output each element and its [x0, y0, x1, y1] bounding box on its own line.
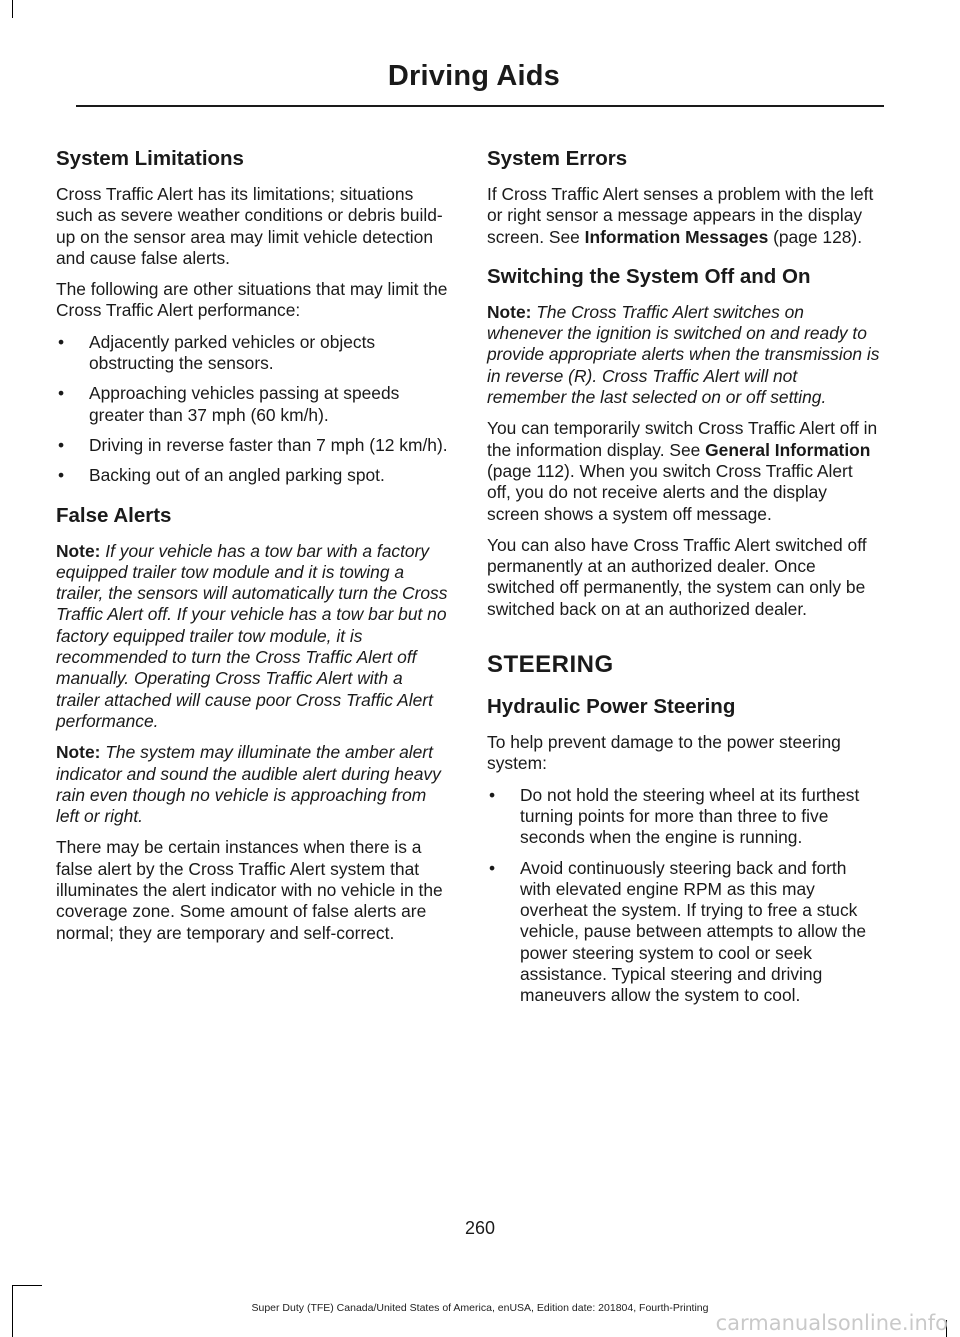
list-item: • Backing out of an angled parking spot.	[58, 465, 385, 486]
false-alerts-note-2: Note: The system may illuminate the amber alert indicator and sound the audible alert during heavy rain even though no vehicle is approaching from left or right.	[56, 742, 441, 827]
system-limitations-heading: System Limitations	[56, 147, 244, 170]
hydraulic-power-steering-heading: Hydraulic Power Steering	[487, 695, 736, 719]
bullet-icon: •	[58, 383, 65, 404]
limitations-paragraph: Cross Traffic Alert has its limitations; situations such as severe weather conditions or debris build-up on the sensor area may limit vehicle detection and cause false alerts.	[56, 184, 443, 268]
edition-footer: Super Duty (TFE) Canada/United States of America, enUSA, Edition date: 201804, Fourth-Printing	[251, 1302, 709, 1314]
switching-paragraph-2: You can also have Cross Traffic Alert switched off permanently at an authorized dealer. Once switched off permanently, the system can only be switched back on at an authorized dealer.	[487, 534, 867, 619]
list-item: • Driving in reverse faster than 7 mph (12 km/h).	[58, 434, 448, 455]
false-alerts-note-1: Note: If your vehicle has a tow bar with a factory equipped trailer tow module and it is towing a trailer, the sensors will automatically turn the Cross Traffic Alert off. If your vehicle has a tow bar but no factory equipped trailer tow module, it is recommended to turn the Cross Traffic Alert off manually. Operating Cross Traffic Alert with a trailer attached will cause poor Cross Traffic Alert performance.	[56, 540, 448, 731]
page-title: Driving Aids	[387, 60, 560, 92]
limitations-list	[56, 332, 448, 487]
steering-list	[487, 785, 880, 1007]
system-errors-paragraph: If Cross Traffic Alert senses a problem with the left or right sensor a message appears in the display screen. See Information Messages (page 128).	[487, 184, 874, 247]
switching-heading: Switching the System Off and On	[487, 264, 811, 288]
information-messages-link[interactable]: Information Messages	[584, 226, 769, 247]
crop-mark	[12, 1285, 42, 1286]
crop-mark	[12, 0, 13, 18]
switching-note: Note: The Cross Traffic Alert switches on whenever the ignition is switched on and ready to provide appropriate alerts when the transmission is in reverse (R). Cross Traffic Alert will not remember the last selected on or off setting.	[487, 301, 880, 408]
general-information-link[interactable]: General Information	[705, 439, 871, 460]
bullet-icon: •	[58, 434, 65, 455]
bullet-icon: •	[58, 465, 65, 486]
steering-section-heading: STEERING	[487, 651, 614, 679]
bullet-icon: •	[489, 857, 496, 878]
list-item: • Do not hold the steering wheel at its furthest turning points for more than three to five seconds when the engine is running.	[489, 784, 860, 848]
watermark: carmanualsonline.info	[715, 1311, 948, 1335]
steering-intro-paragraph: To help prevent damage to the power steering system:	[487, 732, 841, 774]
switching-paragraph-1: You can temporarily switch Cross Traffic Alert off in the information display. See General Information (page 112). When you switch Cross Traffic Alert off, you do not receive alerts and the display screen shows a system off message.	[487, 418, 878, 524]
list-item: • Approaching vehicles passing at speeds greater than 37 mph (60 km/h).	[58, 383, 400, 425]
system-errors-heading: System Errors	[487, 147, 628, 170]
list-item: • Adjacently parked vehicles or objects obstructing the sensors.	[58, 331, 376, 374]
list-item: • Avoid continuously steering back and forth with elevated engine RPM as this may overheat the system. If trying to free a stuck vehicle, pause between attempts to allow the power steering system to cool or seek assistance. Typical steering and driving maneuvers allow the system to cool.	[489, 857, 867, 1006]
limitations-intro-paragraph: The following are other situations that may limit the Cross Traffic Alert performance:	[56, 279, 448, 321]
page-number: 260	[464, 1218, 496, 1238]
bullet-icon: •	[489, 784, 496, 805]
bullet-icon: •	[58, 331, 65, 352]
right-column	[487, 146, 880, 1017]
false-alerts-paragraph: There may be certain instances when there is a false alert by the Cross Traffic Alert system that illuminates the alert indicator with no vehicle in the coverage zone. Some amount of false alerts are normal; they are temporary and self-correct.	[56, 837, 443, 943]
header-divider	[76, 105, 884, 107]
false-alerts-heading: False Alerts	[56, 503, 172, 527]
left-column	[56, 146, 448, 954]
